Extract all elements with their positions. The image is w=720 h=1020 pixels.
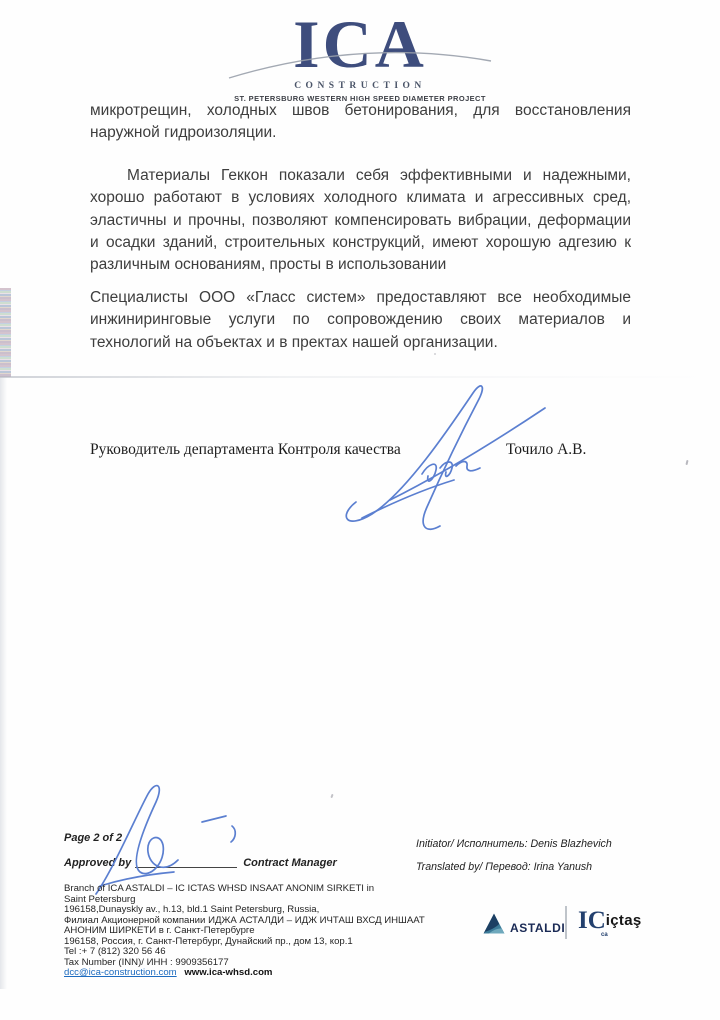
handwritten-signature bbox=[332, 380, 550, 538]
logo-tagline: ST. PETERSBURG WESTERN HIGH SPEED DIAMETER PROJECT bbox=[234, 94, 486, 103]
company-line: АНОНИМ ШИРКЕТИ в г. Санкт-Петербурге bbox=[64, 925, 255, 936]
company-line: Tel :+ 7 (812) 320 56 46 bbox=[64, 946, 166, 957]
astaldi-logo-text: ASTALDI bbox=[510, 921, 566, 935]
logo-arc-icon bbox=[225, 36, 495, 88]
scan-speck bbox=[330, 794, 333, 798]
approved-by-label: Approved by bbox=[64, 857, 132, 869]
company-line: Tax Number (INN)/ ИНН : 9909356177 bbox=[64, 956, 229, 968]
astaldi-triangle-icon bbox=[481, 910, 507, 938]
of-label: of bbox=[102, 832, 113, 844]
company-line: 196158,Dunayskly av., h.13, bld.1 Saint Petersburg, Russia, bbox=[64, 904, 320, 915]
logo-text: ICA bbox=[293, 6, 427, 82]
page-total: 2 bbox=[116, 832, 123, 844]
ictas-text: içtaş bbox=[605, 912, 642, 929]
translator-line: Translated by/ Перевод: Irina Yanush bbox=[416, 861, 593, 873]
body-paragraph-3: Специалисты ООО «Гласс систем» предоставляют все необходимые инжиниринговые услуги по сопровождению своих материалов и технологий на объектах и в пректах нашей организации. bbox=[90, 288, 631, 351]
ictas-ca-subscript: ca bbox=[601, 932, 608, 938]
ica-logo bbox=[0, 6, 720, 103]
company-line: Saint Petersburg bbox=[64, 893, 136, 905]
ictas-ic-text: IC bbox=[578, 907, 606, 934]
signer-name: Точило А.В. bbox=[506, 441, 587, 458]
scan-line-artifact bbox=[0, 376, 720, 378]
email-link[interactable]: dcc@ica-construction.com bbox=[64, 967, 177, 978]
page-label: Page bbox=[64, 832, 91, 844]
company-details-block bbox=[64, 884, 425, 979]
logo-subtitle: CONSTRUCTION bbox=[294, 81, 426, 91]
initiator-line: Initiator/ Исполнитель: Denis Blazhevich bbox=[416, 838, 612, 850]
signer-position-title: Руководитель департамента Контроля качества bbox=[90, 441, 401, 458]
scan-noise-strip bbox=[0, 288, 11, 377]
logo-divider bbox=[565, 906, 567, 939]
website-text: www.ica-whsd.com bbox=[184, 967, 273, 978]
page-edge-shadow bbox=[0, 377, 7, 989]
page-number: 2 bbox=[93, 832, 100, 844]
contract-manager-label: Contract Manager bbox=[243, 857, 337, 869]
company-line: 196158, Россия, г. Санкт-Петербург, Дунайский пр., дом 13, кор.1 bbox=[64, 935, 353, 947]
company-contact-line bbox=[64, 968, 425, 979]
company-line: Branch of ICA ASTALDI – IC ICTAS WHSD INSAAT ANONIM SIRKETI in bbox=[64, 883, 375, 894]
scan-speck bbox=[685, 460, 688, 465]
body-paragraph-1: микротрещин, холодных швов бетонирования, для восстановления наружной гидроизоляции. bbox=[90, 102, 631, 142]
body-paragraph-2: Материалы Геккон показали себя эффективными и надежными, хорошо работают в условиях холодного климата и агрессивных сред, эластичны и прочны, позволяют компенсировать вибрации, деформации и осадки зданий, строительных конструкций, имеют хорошую адгезию к различным основаниям, просты в использовании bbox=[90, 166, 631, 274]
company-line: Филиал Акционерной компании ИДЖА АСТАЛДИ – ИДЖ ИЧТАШ ВХСД ИНШААТ bbox=[64, 914, 425, 926]
letter-body bbox=[90, 100, 631, 354]
ictas-logo bbox=[578, 907, 642, 938]
